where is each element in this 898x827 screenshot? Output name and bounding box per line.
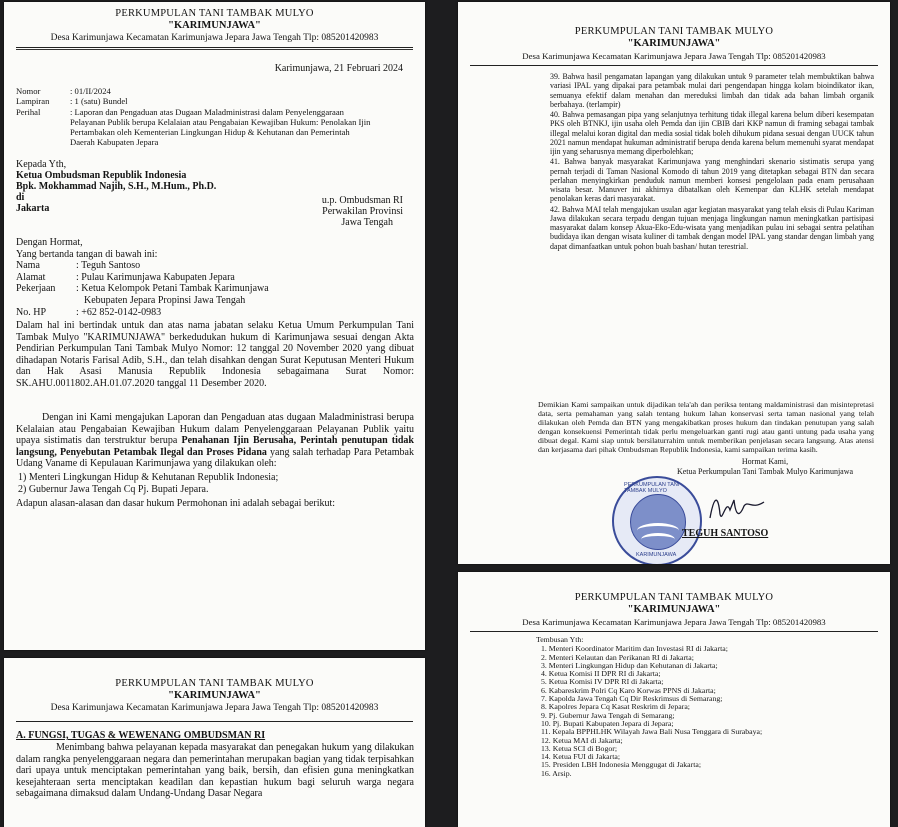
section-heading: A. FUNGSI, TUGAS & WEWENANG OMBUDSMAN RI bbox=[16, 730, 266, 741]
letterhead-org: PERKUMPULAN TANI TAMBAK MULYO bbox=[115, 678, 314, 689]
meta-row bbox=[16, 86, 376, 96]
meta-label: Perihal bbox=[16, 106, 41, 117]
closing-line: Adapun alasan-alasan dan dasar hukum Permohonan ini adalah sebagai berikut: bbox=[16, 498, 336, 509]
identity-label bbox=[16, 295, 76, 307]
greeting-block bbox=[16, 237, 416, 318]
cc-item: 4. Ketua Komisi II DPR RI di Jakarta; bbox=[541, 669, 661, 679]
letterhead bbox=[458, 26, 890, 62]
letterhead-address: Desa Karimunjawa Kecamatan Karimunjawa Jepara Jawa Tengah Tlp: 085201420983 bbox=[50, 33, 379, 43]
cc-item: 16. Arsip. bbox=[541, 768, 572, 778]
cc-title: Tembusan Yth: bbox=[536, 635, 584, 644]
letterhead-org: PERKUMPULAN TANI TAMBAK MULYO bbox=[574, 592, 774, 603]
signer-name: TEGUH SANTOSO bbox=[682, 528, 769, 539]
wave-shape bbox=[641, 533, 675, 546]
letterhead-address: Desa Karimunjawa Kecamatan Karimunjawa Jepara Jawa Tengah Tlp: 085201420983 bbox=[522, 617, 826, 627]
list-item: 1) Menteri Lingkungan Hidup & Kehutanan Republik Indonesia; bbox=[18, 472, 279, 483]
cc-item: 6. Kabareskrim Polri Cq Karo Korwas PPNS di Jakarta; bbox=[541, 685, 716, 695]
point-item: 42. Bahwa MAI telah mengajukan usulan agar kegiatan masyarakat yang telah eksis di Pulau Kariman Jawa dilakukan secara terpadu dengan tujuan menjaga lingkungan namun meningkatkan partisipasi masyarakat dalam konsep Akua-Eko-Edu-wisata yang menjadikan pulau ini sebagai sentra pelatihan budidaya ikan dengan wisata kuliner di tambak dengan model IPAL yang standar dengan limbah yang dapat dimanfaatkan untuk pohon buah bashan/ hutan terestrial. bbox=[550, 204, 874, 251]
identity-label: No. HP bbox=[16, 306, 47, 318]
identity-label: Pekerjaan bbox=[16, 283, 56, 295]
point-item: 39. Bahwa hasil pengamatan lapangan yang dilakukan untuk 9 parameter telah membuktikan bahwa variasi IPAL yang dipakai para petambak mulai dari pengendapan hingga kolam bioindikator ikan, semuanya efektif dalam menahan dan mereduksi limbah dan tidak ada bahan limbah organik berbahaya. (terlampir) bbox=[550, 72, 874, 109]
body-paragraph-2 bbox=[16, 412, 414, 470]
cc-item: 3. Menteri Lingkungan Hidup dan Kehutanan di Jakarta; bbox=[541, 660, 718, 670]
identity-value: : Teguh Santoso bbox=[76, 260, 141, 272]
letterhead-rule-thin bbox=[16, 49, 413, 50]
regards: Hormat Kami, bbox=[741, 457, 789, 466]
intro-text: Yang bertanda tangan di bawah ini: bbox=[16, 248, 158, 260]
identity-label: Alamat bbox=[16, 271, 46, 283]
cc-line-2: Perwakilan Provinsi bbox=[322, 206, 403, 217]
letterhead-address: Desa Karimunjawa Kecamatan Karimunjawa Jepara Jawa Tengah Tlp: 085201420983 bbox=[50, 703, 379, 713]
para2-end: yang salah terhadap Para Petambak Udang Vaname di Kepulauan Karimunjawa yang dilakukan oleh: bbox=[16, 446, 414, 470]
cc-item: 12. Ketua MAI di Jakarta; bbox=[541, 735, 623, 745]
cc-item: 8. Kapolres Jepara Cq Kasat Reskrim di Jepara; bbox=[541, 702, 690, 712]
cc-item: 14. Ketua FUI di Jakarta; bbox=[541, 752, 621, 762]
body-paragraph-1: Dalam hal ini bertindak untuk dan atas nama jabatan selaku Ketua Umum Perkumpulan Tani Tambak Mulyo "KARIMUNJAWA" berkedudukan hukum di Karimunjawa sesuai dengan Akta Pendirian Perkumpulan Tani Tambak Mulyo Nomor: 12 tanggal 20 November 2020 yang dibuat dihadapan Notaris Farisal Adib, S.H., dan telah disahkan dengan Surat Keputusan Menteri Hukum dan Hak Asasi Manusia Republik Indonesia sebagaimana Surat Nomor: SK.AHU.0011802.AH.01.07.2020 tanggal 11 Desember 2020. bbox=[16, 320, 414, 389]
letterhead-rule bbox=[16, 47, 413, 48]
list-item: 2) Gubernur Jawa Tengah Cq Pj. Bupati Jepara. bbox=[18, 483, 209, 495]
letterhead-rule bbox=[470, 65, 878, 66]
identity-row bbox=[16, 307, 416, 319]
meta-row bbox=[16, 96, 376, 106]
recipient-cc bbox=[322, 195, 403, 228]
letterhead bbox=[458, 592, 890, 628]
cc-item: 5. Ketua Komisi IV DPR RI di Jakarta; bbox=[541, 677, 664, 687]
point-item: 41. Bahwa banyak masyarakat Karimunjawa yang menghindari skenario sistimatis serupa yang pernah terjadi di Taman Nasional Komodo di tahun 2019 yang ditetapkan sebagai BTN dan secara perlahan menyingkirkan penduduk namun memberi konsesi pengelolaan pada enam perusahaan wisata besar. Manuver ini akhirnya dibatalkan oleh Kemenpar dan KLHK setelah mendapat penolakan keras dari masyarakat. bbox=[550, 157, 874, 204]
handwritten-signature bbox=[704, 488, 774, 528]
cc-items bbox=[536, 645, 876, 778]
identity-value: : Ketua Kelompok Petani Tambak Karimunjawa bbox=[76, 283, 269, 295]
identity-label: Nama bbox=[16, 260, 40, 272]
identity-row bbox=[16, 272, 416, 284]
identity-row bbox=[16, 260, 416, 272]
recipient-di: di bbox=[16, 192, 25, 203]
cc-item: 13. Ketua SCI di Bogor; bbox=[541, 743, 618, 753]
stamp-emblem bbox=[630, 494, 686, 550]
letterhead-address: Desa Karimunjawa Kecamatan Karimunjawa Jepara Jawa Tengah Tlp: 085201420983 bbox=[522, 51, 826, 61]
signer-title: Ketua Perkumpulan Tani Tambak Mulyo Karimunjawa bbox=[676, 467, 854, 477]
organization-stamp bbox=[612, 476, 702, 564]
recipient-name: Bpk. Mokhammad Najih, S.H., M.Hum., Ph.D. bbox=[16, 181, 217, 192]
cc-item: 11. Kepala BPPHLHK Wilayah Jawa Bali Nusa Tenggara di Surabaya; bbox=[541, 727, 763, 737]
letterhead-rule bbox=[470, 631, 878, 632]
identity-row bbox=[16, 283, 416, 295]
cc-item: 2. Menteri Kelautan dan Perikanan RI di Jakarta; bbox=[541, 652, 694, 662]
cc-item: 1. Menteri Koordinator Maritim dan Investasi RI di Jakarta; bbox=[541, 644, 728, 654]
letterhead-nick: "KARIMUNJAWA" bbox=[168, 690, 261, 701]
letterhead-nick: "KARIMUNJAWA" bbox=[627, 604, 721, 615]
letter-page-4 bbox=[4, 658, 425, 827]
cc-item: 15. Presiden LBH Indonesia Menggugat di Jakarta; bbox=[541, 760, 702, 770]
para2-bold: Penahanan Ijin Berusaha, Perintah penutupan tidak langsung, Penyebutan Petambak Ilegal dan Proses Pidana bbox=[16, 435, 414, 458]
identity-value: Kebupaten Jepara Propinsi Jawa Tengah bbox=[84, 294, 246, 306]
meta-label: Nomor bbox=[16, 86, 41, 96]
letterhead bbox=[4, 678, 425, 714]
cc-list bbox=[536, 636, 876, 778]
stamp-top-text: PERKUMPULAN TANI TAMBAK MULYO bbox=[624, 482, 680, 494]
recipient-salutation: Kepada Yth, bbox=[16, 159, 67, 170]
letter-page-2 bbox=[458, 2, 890, 564]
recipient-title: Ketua Ombudsman Republik Indonesia bbox=[16, 170, 187, 181]
meta-value: : 01/II/2024 bbox=[70, 86, 111, 96]
letterhead-org: PERKUMPULAN TANI TAMBAK MULYO bbox=[574, 26, 774, 37]
closing-paragraph: Demikian Kami sampaikan untuk dijadikan tela'ah dan periksa tentang maldaministrasi dan misintepretasi data, serta pemahaman yang salah tentang hukum lahan konservasi serta taman nasional yang telah dilakukan oleh Pemda dan BTN yang mengakibatkan proses hukum dan tindakan penutupan yang salah dengan konsekuensi Pemerintah tidak perlu mengeluarkan ganti rugi atau ganti untung pada usaha yang dibuat degal. Kami siap untuk bersilaturrahim untuk memberikan penjelasan secara langsung. Atas atensi dan kerjasama dari pihak Ombudsman Republik Indonesia, kami sampaikan terima kasih. bbox=[538, 400, 874, 455]
point-item: 40. Bahwa pemasangan pipa yang selanjutnya terhitung tidak illegal karena belum diberi kesempatan PKS oleh BTNKJ, ijin usaha oleh Pemda dan ijin CBIB dari KKP namun di framing sebagai tambak illegal melalui koran digital dan media sosial tidak boleh dihukum pidana sesuai dengan UUCK tahun 2021 namun mendapat hukuman administratif berupa denda karena belum memenuhi syarat mendapat ijin yang seharusnya memang diperbolehkan; bbox=[550, 110, 874, 156]
greeting: Dengan Hormat, bbox=[16, 237, 83, 248]
letterhead-nick: "KARIMUNJAWA" bbox=[627, 38, 721, 49]
letterhead-nick: "KARIMUNJAWA" bbox=[168, 20, 261, 31]
letter-page-1 bbox=[4, 2, 425, 650]
place-date: Karimunjawa, 21 Februari 2024 bbox=[274, 63, 403, 74]
letterhead-rule bbox=[16, 721, 413, 722]
cc-item: 10. Pj. Bupati Kabupaten Jepara di Jepara; bbox=[541, 718, 674, 728]
letterhead-org: PERKUMPULAN TANI TAMBAK MULYO bbox=[115, 8, 314, 19]
cc-item: 7. Kapolda Jawa Tengah Cq Dir Reskrimsus di Semarang; bbox=[541, 694, 723, 704]
meta-label: Lampiran bbox=[16, 96, 50, 107]
identity-value: : Pulau Karimunjawa Kabupaten Jepara bbox=[76, 271, 235, 283]
meta-row bbox=[16, 107, 376, 148]
numbered-points bbox=[550, 72, 874, 251]
cc-item: 9. Pj. Gubernur Jawa Tengah di Semarang; bbox=[541, 710, 675, 720]
identity-row bbox=[16, 295, 416, 307]
cc-line-1: u.p. Ombudsman RI bbox=[321, 195, 403, 206]
meta-value: : 1 (satu) Bundel bbox=[70, 96, 128, 107]
letterhead bbox=[4, 8, 425, 44]
letter-page-3 bbox=[458, 572, 890, 827]
recipient-city: Jakarta bbox=[16, 203, 50, 214]
letter-meta bbox=[16, 86, 376, 148]
identity-value: : +62 852-0142-0983 bbox=[76, 306, 162, 318]
cc-line-3: Jawa Tengah bbox=[341, 217, 393, 228]
stamp-bottom-text: KARIMUNJAWA bbox=[636, 552, 677, 558]
para2-start: Dengan ini Kami mengajukan Laporan dan Pengaduan atas dugaan Maladministrasi berupa Kelalaian atau Pengabaian Kewajiban Hukum dalam Penyelenggaraan Pelayanan Publik yaitu upaya sistimatis dan terstruktur berupa bbox=[16, 412, 414, 447]
respondent-list bbox=[18, 472, 414, 495]
recipient-block bbox=[16, 159, 316, 214]
signature-block bbox=[656, 457, 874, 478]
meta-value: : Laporan dan Pengaduan atas Dugaan Maladministrasi dalam Penyelenggaraan Pelayanan Publik berupa Kelalaian atau Pengabaian Kewajiban Hukum: Penolakan Ijin Pertambakan oleh Kementerian Lingkungan Hidup & Kehutanan dan Pemerintah Daerah Kabupaten Jepara bbox=[70, 106, 371, 148]
section-paragraph: Menimbang bahwa pelayanan kepada masyarakat dan penegakan hukum yang dilakukan dalam rangka penyelenggaraan negara dan pemerintahan merupakan bagian yang tidak terpisahkan dari upaya untuk menciptakan pemerintahan yang baik, bersih, dan efisien guna meningkatkan kesejahteraan serta menciptakan keadilan dan kepastian hukum bagi seluruh warga negara sebagaimana dimaksud dalam Undang-Undang Dasar Negara bbox=[16, 742, 414, 800]
